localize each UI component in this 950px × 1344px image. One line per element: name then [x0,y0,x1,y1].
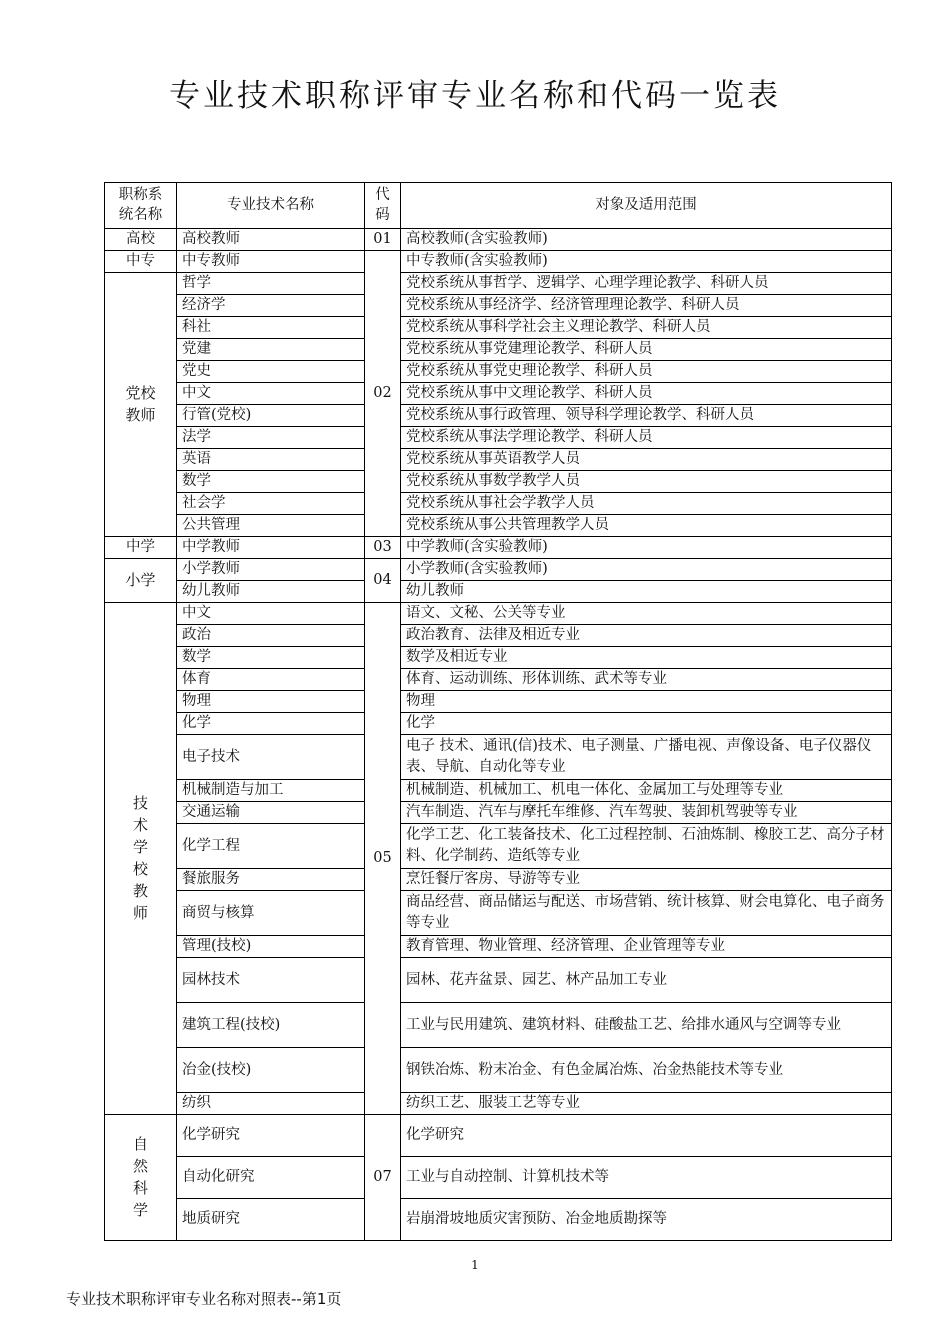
system-name-cell [105,251,177,273]
specialty-name-cell: 社会学 [177,493,365,515]
table-row [105,361,892,383]
specialty-name-cell: 法学 [177,427,365,449]
system-name-cell [105,603,177,1115]
scope-cell: 党校系统从事社会学教学人员 [401,493,892,515]
table-row [105,581,892,603]
table-row [105,824,892,869]
table-row [105,1157,892,1199]
system-name: 自 然 科 学 [132,1135,148,1219]
system-name: 党校 教师 [125,384,156,424]
specialty-name-cell: 中专教师 [177,251,365,273]
table-row [105,1199,892,1241]
system-name: 中学 [126,539,155,555]
table-row [105,603,892,625]
specialty-name-cell: 高校教师 [177,229,365,251]
system-name: 高校 [126,231,155,247]
table-row [105,383,892,405]
system-name: 中专 [126,253,155,269]
specialty-name-cell: 自动化研究 [177,1157,365,1199]
table-row [105,515,892,537]
scope-cell: 党校系统从事法学理论教学、科研人员 [401,427,892,449]
table-row [105,1048,892,1093]
scope-cell: 党校系统从事党史理论教学、科研人员 [401,361,892,383]
specialty-name-cell: 行管(党校) [177,405,365,427]
scope-cell: 党校系统从事经济学、经济管理理论教学、科研人员 [401,295,892,317]
table-row [105,869,892,891]
scope-cell: 语文、文秘、公关等专业 [401,603,892,625]
scope-cell: 商品经营、商品储运与配送、市场营销、统计核算、财会电算化、电子商务等专业 [401,891,892,936]
scope-cell: 党校系统从事科学社会主义理论教学、科研人员 [401,317,892,339]
specialty-name-cell: 纺织 [177,1093,365,1115]
scope-cell: 党校系统从事英语教学人员 [401,449,892,471]
scope-cell: 小学教师(含实验教师) [401,559,892,581]
table-row [105,295,892,317]
table-row [105,273,892,295]
scope-cell: 物理 [401,691,892,713]
system-name-cell [105,1115,177,1241]
specialty-name-cell: 园林技术 [177,958,365,1003]
specialty-name-cell: 英语 [177,449,365,471]
specialty-name-cell: 科社 [177,317,365,339]
specialty-name-cell: 幼儿教师 [177,581,365,603]
specialty-name-cell: 数学 [177,647,365,669]
specialty-name-cell: 建筑工程(技校) [177,1003,365,1048]
table-row [105,802,892,824]
table-row [105,449,892,471]
page-footer: 专业技术职称评审专业名称对照表--第1页 [66,1290,342,1308]
specialty-name-cell: 小学教师 [177,559,365,581]
table-row [105,691,892,713]
system-name-cell [105,559,177,603]
specialty-name-cell: 哲学 [177,273,365,295]
scope-cell: 机械制造、机械加工、机电一体化、金属加工与处理等专业 [401,780,892,802]
specialty-name-cell: 中学教师 [177,537,365,559]
scope-cell: 化学 [401,713,892,735]
specialty-name-cell: 交通运输 [177,802,365,824]
table-row [105,471,892,493]
table-row [105,339,892,361]
specialty-name-cell: 物理 [177,691,365,713]
header-specialty-name: 专业技术名称 [177,183,365,229]
specialty-name-cell: 体育 [177,669,365,691]
code-cell: 03 [365,537,401,559]
scope-cell: 教育管理、物业管理、经济管理、企业管理等专业 [401,936,892,958]
scope-cell: 幼儿教师 [401,581,892,603]
table-row [105,559,892,581]
specialty-name-cell: 中文 [177,603,365,625]
scope-cell: 园林、花卉盆景、园艺、林产品加工专业 [401,958,892,1003]
scope-cell: 体育、运动训练、形体训练、武术等专业 [401,669,892,691]
code-cell: 04 [365,559,401,603]
scope-cell: 党校系统从事哲学、逻辑学、心理学理论教学、科研人员 [401,273,892,295]
table-row [105,1115,892,1157]
scope-cell: 钢铁冶炼、粉末冶金、有色金属冶炼、冶金热能技术等专业 [401,1048,892,1093]
header-scope: 对象及适用范围 [401,183,892,229]
table-row [105,713,892,735]
table-row [105,669,892,691]
scope-cell: 党校系统从事党建理论教学、科研人员 [401,339,892,361]
scope-cell: 高校教师(含实验教师) [401,229,892,251]
table-row [105,405,892,427]
table-row [105,317,892,339]
specialty-name-cell: 商贸与核算 [177,891,365,936]
specialty-name-cell: 餐旅服务 [177,869,365,891]
table-row [105,493,892,515]
table-row [105,735,892,780]
scope-cell: 烹饪餐厅客房、导游等专业 [401,869,892,891]
scope-cell: 化学工艺、化工装备技术、化工过程控制、石油炼制、橡胶工艺、高分子材料、化学制药、造纸等专业 [401,824,892,869]
table-row [105,647,892,669]
table-row [105,427,892,449]
scope-cell: 党校系统从事公共管理教学人员 [401,515,892,537]
code-cell: 05 [365,603,401,1115]
scope-cell: 电子 技术、通讯(信)技术、电子测量、广播电视、声像设备、电子仪器仪表、导航、自动化等专业 [401,735,892,780]
scope-cell: 纺织工艺、服装工艺等专业 [401,1093,892,1115]
table-row [105,1003,892,1048]
system-name: 技 术 学 校 教 师 [132,794,148,922]
table-row [105,625,892,647]
scope-cell: 化学研究 [401,1115,892,1157]
specialty-name-cell: 公共管理 [177,515,365,537]
code-cell: 07 [365,1115,401,1241]
specialty-name-cell: 中文 [177,383,365,405]
document-title: 专业技术职称评审专业名称和代码一览表 [169,78,781,114]
specialty-name-cell: 数学 [177,471,365,493]
table-row [105,958,892,1003]
scope-cell: 党校系统从事数学教学人员 [401,471,892,493]
code-cell: 01 [365,229,401,251]
specialty-name-cell: 政治 [177,625,365,647]
specialty-name-cell: 电子技术 [177,735,365,780]
system-name-cell [105,537,177,559]
table-row [105,229,892,251]
system-name-cell [105,273,177,537]
scope-cell: 中专教师(含实验教师) [401,251,892,273]
scope-cell: 党校系统从事中文理论教学、科研人员 [401,383,892,405]
specialty-name-cell: 机械制造与加工 [177,780,365,802]
specialty-name-cell: 经济学 [177,295,365,317]
specialty-name-cell: 化学研究 [177,1115,365,1157]
page-number: 1 [471,1258,479,1272]
table-row [105,936,892,958]
specialty-name-cell: 地质研究 [177,1199,365,1241]
scope-cell: 岩崩滑坡地质灾害预防、冶金地质勘探等 [401,1199,892,1241]
table-row [105,891,892,936]
specialty-name-cell: 化学 [177,713,365,735]
specialty-name-cell: 化学工程 [177,824,365,869]
code-cell: 02 [365,251,401,537]
table-header-row [105,183,892,229]
table-row [105,780,892,802]
specialty-name-cell: 管理(技校) [177,936,365,958]
scope-cell: 汽车制造、汽车与摩托车维修、汽车驾驶、装卸机驾驶等专业 [401,802,892,824]
table-row [105,1093,892,1115]
header-system-name: 职称系 统名称 [105,183,177,229]
scope-cell: 工业与民用建筑、建筑材料、硅酸盐工艺、给排水通风与空调等专业 [401,1003,892,1048]
specialty-name-cell: 党史 [177,361,365,383]
specialty-code-table [104,182,892,1241]
table-row [105,251,892,273]
scope-cell: 数学及相近专业 [401,647,892,669]
specialty-name-cell: 党建 [177,339,365,361]
specialty-name-cell: 冶金(技校) [177,1048,365,1093]
system-name: 小学 [125,571,156,589]
header-code: 代 码 [365,183,401,229]
table-row [105,537,892,559]
scope-cell: 政治教育、法律及相近专业 [401,625,892,647]
system-name-cell [105,229,177,251]
scope-cell: 党校系统从事行政管理、领导科学理论教学、科研人员 [401,405,892,427]
scope-cell: 中学教师(含实验教师) [401,537,892,559]
scope-cell: 工业与自动控制、计算机技术等 [401,1157,892,1199]
